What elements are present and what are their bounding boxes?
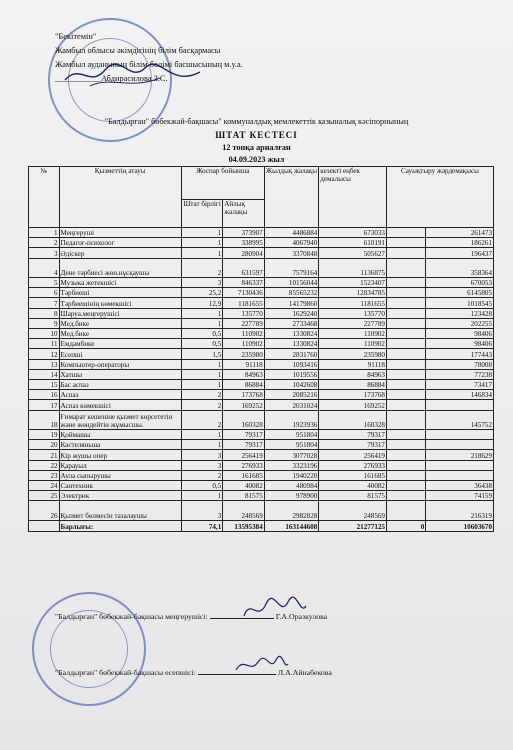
cell-monthly: 631597 xyxy=(223,258,264,278)
cell-name: Аспаз xyxy=(59,390,181,400)
cell-no: 22 xyxy=(29,460,60,470)
cell-name: Қарауыл xyxy=(59,460,181,470)
cell-annual: 10156044 xyxy=(264,278,319,288)
cell-no: 8 xyxy=(29,308,60,318)
cell-monthly: 338995 xyxy=(223,238,264,248)
cell-annual: 3370848 xyxy=(264,248,319,258)
footer-acc-name: Л.А.Айнабекова xyxy=(277,668,332,677)
table-row xyxy=(29,298,494,308)
totals-label: Барлығы: xyxy=(59,520,181,531)
cell-units: 0,5 xyxy=(181,329,222,339)
cell-bonus xyxy=(386,238,425,248)
cell-annual: 1093416 xyxy=(264,359,319,369)
cell-annual: 1940220 xyxy=(264,470,319,480)
cell-units: 0,5 xyxy=(181,480,222,490)
cell-total: 218629 xyxy=(426,450,494,460)
cell-bonus xyxy=(386,298,425,308)
cell-annual: 1330824 xyxy=(264,339,319,349)
cell-total: 74159 xyxy=(426,491,494,501)
cell-monthly: 79317 xyxy=(223,430,264,440)
table-row xyxy=(29,369,494,379)
cell-no: 11 xyxy=(29,339,60,349)
table-row xyxy=(29,308,494,318)
cell-leave: 79317 xyxy=(319,440,387,450)
table-row xyxy=(29,501,494,521)
cell-no: 6 xyxy=(29,288,60,298)
cell-leave: 169252 xyxy=(319,400,387,410)
cell-monthly: 79317 xyxy=(223,440,264,450)
cell-no: 12 xyxy=(29,349,60,359)
cell-annual: 1330824 xyxy=(264,329,319,339)
cell-name: Аспаз көмекшісі xyxy=(59,400,181,410)
cell-annual: 2733468 xyxy=(264,318,319,328)
table-row xyxy=(29,349,494,359)
cell-units: 12,9 xyxy=(181,298,222,308)
cell-annual: 1629240 xyxy=(264,308,319,318)
cell-leave: 1523407 xyxy=(319,278,387,288)
cell-annual: 2831760 xyxy=(264,349,319,359)
cell-name: Педагог-психолог xyxy=(59,238,181,248)
cell-bonus xyxy=(386,440,425,450)
cell-monthly: 110902 xyxy=(223,329,264,339)
cell-monthly: 7130436 xyxy=(223,288,264,298)
table-row xyxy=(29,460,494,470)
table-row xyxy=(29,238,494,248)
cell-no: 15 xyxy=(29,379,60,389)
cell-monthly: 161685 xyxy=(223,470,264,480)
cell-leave: 110902 xyxy=(319,329,387,339)
cell-bonus xyxy=(386,450,425,460)
document-title: ШТАТ КЕСТЕСІ xyxy=(215,130,298,140)
cell-name: Кір жушы опер xyxy=(59,450,181,460)
cell-units: 1 xyxy=(181,491,222,501)
cell-leave: 227789 xyxy=(319,318,387,328)
cell-monthly: 846337 xyxy=(223,278,264,288)
cell-total: 123428 xyxy=(426,308,494,318)
cell-units: 1 xyxy=(181,318,222,328)
cell-bonus xyxy=(386,491,425,501)
cell-no: 25 xyxy=(29,491,60,501)
cell-units: 1 xyxy=(181,369,222,379)
cell-name: Тәрбиеші xyxy=(59,288,181,298)
cell-monthly: 91118 xyxy=(223,359,264,369)
table-row xyxy=(29,390,494,400)
cell-annual: 951804 xyxy=(264,440,319,450)
cell-bonus xyxy=(386,470,425,480)
cell-monthly: 173768 xyxy=(223,390,264,400)
cell-name: Мед.бике xyxy=(59,329,181,339)
cell-units: 3 xyxy=(181,450,222,460)
cell-annual: 480984 xyxy=(264,480,319,490)
cell-name: Меңгеруші xyxy=(59,228,181,238)
col-header-annual: Жылдық жалақы xyxy=(264,167,319,228)
cell-units: 2 xyxy=(181,400,222,410)
table-row xyxy=(29,258,494,278)
cell-no: 13 xyxy=(29,359,60,369)
cell-total: 77238 xyxy=(426,369,494,379)
cell-monthly: 248569 xyxy=(223,501,264,521)
cell-total: 186261 xyxy=(426,238,494,248)
cell-annual: 2085216 xyxy=(264,390,319,400)
totals-leave: 21277125 xyxy=(319,520,387,531)
table-row xyxy=(29,359,494,369)
cell-name: Компьютер-операторы xyxy=(59,359,181,369)
staff-table xyxy=(28,166,494,532)
cell-bonus xyxy=(386,228,425,238)
cell-no: 23 xyxy=(29,470,60,480)
approval-line4: ___________Абдирасилова З.С. xyxy=(55,74,168,83)
footer-acc-label: "Балдырған" бөбекжай-бақшасы есепшісі: xyxy=(55,668,196,677)
cell-leave: 1181655 xyxy=(319,298,387,308)
cell-total: 145752 xyxy=(426,410,494,430)
footer-head-label: "Балдырған" бөбекжай-бақшасы меңгерушісі: xyxy=(55,612,208,621)
cell-units: 1 xyxy=(181,238,222,248)
col-header-bonus: Сауықтыру жәрдемақысы xyxy=(386,167,493,228)
signature-accountant xyxy=(232,652,292,678)
cell-monthly: 86884 xyxy=(223,379,264,389)
cell-no: 16 xyxy=(29,390,60,400)
cell-no: 2 xyxy=(29,238,60,248)
footer-head-name: Г.А.Оразкулова xyxy=(275,612,328,621)
cell-units: 1 xyxy=(181,248,222,258)
cell-no: 20 xyxy=(29,440,60,450)
cell-bonus xyxy=(386,278,425,288)
cell-units: 1 xyxy=(181,440,222,450)
cell-total xyxy=(426,460,494,470)
cell-total: 98406 xyxy=(426,329,494,339)
cell-annual: 2031024 xyxy=(264,400,319,410)
table-row xyxy=(29,318,494,328)
col-header-plan: Жоспар бойынша xyxy=(181,167,264,200)
cell-units: 1 xyxy=(181,359,222,369)
cell-leave: 160328 xyxy=(319,410,387,430)
approval-block xyxy=(55,30,243,86)
approval-line1: "Бекітемін" xyxy=(55,32,97,41)
table-row xyxy=(29,410,494,430)
cell-units: 2 xyxy=(181,410,222,430)
cell-annual: 1923936 xyxy=(264,410,319,430)
cell-units: 3 xyxy=(181,460,222,470)
table-row xyxy=(29,379,494,389)
cell-name: Музыка жетекшісі xyxy=(59,278,181,288)
cell-annual: 3323196 xyxy=(264,460,319,470)
cell-monthly: 81575 xyxy=(223,491,264,501)
cell-name: Дене тәрбиесі жөн.нұсқаушы xyxy=(59,258,181,278)
cell-no: 10 xyxy=(29,329,60,339)
cell-bonus xyxy=(386,480,425,490)
cell-monthly: 280904 xyxy=(223,248,264,258)
cell-total xyxy=(426,430,494,440)
cell-bonus xyxy=(386,329,425,339)
cell-units: 1 xyxy=(181,308,222,318)
cell-monthly: 235980 xyxy=(223,349,264,359)
table-row xyxy=(29,480,494,490)
cell-leave: 505627 xyxy=(319,248,387,258)
cell-name: Кастеляньша xyxy=(59,440,181,450)
organization-name: "Балдырған" бөбекжай-бақшасы" коммуналдық мемлекеттік казыналық кәсіпорнының xyxy=(104,117,409,126)
cell-monthly: 40082 xyxy=(223,480,264,490)
cell-total: 6145805 xyxy=(426,288,494,298)
cell-total: 146834 xyxy=(426,390,494,400)
cell-no: 3 xyxy=(29,248,60,258)
cell-name: Есепші xyxy=(59,349,181,359)
cell-monthly: 276933 xyxy=(223,460,264,470)
totals-total: 10603670 xyxy=(426,520,494,531)
cell-bonus xyxy=(386,359,425,369)
cell-leave: 1136875 xyxy=(319,258,387,278)
cell-bonus xyxy=(386,318,425,328)
cell-monthly: 169252 xyxy=(223,400,264,410)
signature-head xyxy=(240,596,310,624)
cell-bonus xyxy=(386,248,425,258)
cell-no: 9 xyxy=(29,318,60,328)
totals-row xyxy=(29,520,494,531)
cell-bonus xyxy=(386,390,425,400)
col-header-leave: кезекті еңбек демалысы xyxy=(319,167,387,228)
cell-leave: 248569 xyxy=(319,501,387,521)
cell-annual: 7579164 xyxy=(264,258,319,278)
cell-leave: 610191 xyxy=(319,238,387,248)
totals-annual: 163144608 xyxy=(264,520,319,531)
totals-monthly: 13595384 xyxy=(223,520,264,531)
cell-total: 670053 xyxy=(426,278,494,288)
cell-no: 5 xyxy=(29,278,60,288)
cell-units: 1,5 xyxy=(181,349,222,359)
cell-name: Мед.бике xyxy=(59,318,181,328)
cell-total: 98406 xyxy=(426,339,494,349)
cell-no: 17 xyxy=(29,400,60,410)
table-row xyxy=(29,400,494,410)
cell-name: Тәрбиешінің көмекшісі xyxy=(59,298,181,308)
col-header-name: Қызметтің атауы xyxy=(59,167,181,228)
cell-leave: 173768 xyxy=(319,390,387,400)
cell-monthly: 373907 xyxy=(223,228,264,238)
table-row xyxy=(29,288,494,298)
cell-no: 18 xyxy=(29,410,60,430)
cell-leave: 12834785 xyxy=(319,288,387,298)
cell-total: 177443 xyxy=(426,349,494,359)
totals-units: 74,1 xyxy=(181,520,222,531)
cell-total: 202255 xyxy=(426,318,494,328)
cell-no: 26 xyxy=(29,501,60,521)
cell-units: 2 xyxy=(181,470,222,480)
cell-monthly: 227789 xyxy=(223,318,264,328)
table-row xyxy=(29,278,494,288)
cell-total: 261473 xyxy=(426,228,494,238)
cell-units: 3 xyxy=(181,278,222,288)
cell-total: 36438 xyxy=(426,480,494,490)
cell-units: 3 xyxy=(181,501,222,521)
cell-monthly: 1181655 xyxy=(223,298,264,308)
table-row xyxy=(29,430,494,440)
cell-no: 1 xyxy=(29,228,60,238)
cell-leave: 84963 xyxy=(319,369,387,379)
cell-leave: 79317 xyxy=(319,430,387,440)
table-row xyxy=(29,440,494,450)
cell-no: 21 xyxy=(29,450,60,460)
cell-leave: 161685 xyxy=(319,470,387,480)
round-stamp-bottom xyxy=(32,592,146,706)
cell-bonus xyxy=(386,339,425,349)
cell-monthly: 256419 xyxy=(223,450,264,460)
cell-leave: 235980 xyxy=(319,349,387,359)
cell-total: 216319 xyxy=(426,501,494,521)
cell-name: Қоймашы xyxy=(59,430,181,440)
cell-bonus xyxy=(386,349,425,359)
table-row xyxy=(29,339,494,349)
cell-annual: 1019556 xyxy=(264,369,319,379)
cell-bonus xyxy=(386,400,425,410)
cell-annual: 4486884 xyxy=(264,228,319,238)
table-row xyxy=(29,491,494,501)
cell-total: 196437 xyxy=(426,248,494,258)
cell-name: Аула сыпырушы xyxy=(59,470,181,480)
cell-leave: 256419 xyxy=(319,450,387,460)
col-header-monthly: Айлық жалақы xyxy=(223,200,264,228)
cell-leave: 673033 xyxy=(319,228,387,238)
cell-no: 7 xyxy=(29,298,60,308)
cell-units: 2 xyxy=(181,258,222,278)
cell-monthly: 110902 xyxy=(223,339,264,349)
cell-units: 0,5 xyxy=(181,339,222,349)
cell-annual: 2982828 xyxy=(264,501,319,521)
cell-monthly: 84963 xyxy=(223,369,264,379)
cell-name: Шаруа.меңгерушісі xyxy=(59,308,181,318)
cell-no: 24 xyxy=(29,480,60,490)
cell-units: 1 xyxy=(181,379,222,389)
cell-total xyxy=(426,400,494,410)
cell-total xyxy=(426,470,494,480)
cell-bonus xyxy=(386,410,425,430)
col-header-units: Штат бірлігі xyxy=(181,200,222,228)
groups-subtitle: 12 топқа арналған xyxy=(222,143,291,152)
cell-name: Хатшы xyxy=(59,369,181,379)
cell-bonus xyxy=(386,379,425,389)
cell-units: 1 xyxy=(181,430,222,440)
cell-leave: 276933 xyxy=(319,460,387,470)
date-subtitle: 04.09.2023 жыл xyxy=(228,155,285,164)
cell-annual: 3077028 xyxy=(264,450,319,460)
cell-leave: 81575 xyxy=(319,491,387,501)
cell-annual: 978900 xyxy=(264,491,319,501)
cell-total: 1018545 xyxy=(426,298,494,308)
cell-monthly: 135770 xyxy=(223,308,264,318)
cell-name: Қызмет бөлмесін тазалаушы xyxy=(59,501,181,521)
cell-units: 25,2 xyxy=(181,288,222,298)
cell-total: 358364 xyxy=(426,258,494,278)
cell-name: Сантехник xyxy=(59,480,181,490)
cell-bonus xyxy=(386,430,425,440)
cell-total: 78008 xyxy=(426,359,494,369)
cell-bonus xyxy=(386,501,425,521)
cell-annual: 1042608 xyxy=(264,379,319,389)
table-row xyxy=(29,329,494,339)
table-row xyxy=(29,450,494,460)
cell-bonus xyxy=(386,258,425,278)
cell-name: Электрик xyxy=(59,491,181,501)
cell-total xyxy=(426,440,494,450)
cell-leave: 86884 xyxy=(319,379,387,389)
cell-annual: 951804 xyxy=(264,430,319,440)
table-row xyxy=(29,248,494,258)
cell-leave: 91118 xyxy=(319,359,387,369)
cell-bonus xyxy=(386,308,425,318)
cell-units: 2 xyxy=(181,390,222,400)
cell-name: Әдіскер xyxy=(59,248,181,258)
table-row xyxy=(29,228,494,238)
cell-units: 1 xyxy=(181,228,222,238)
totals-bonus: 0 xyxy=(386,520,425,531)
cell-total: 73417 xyxy=(426,379,494,389)
cell-name: Бас аспаз xyxy=(59,379,181,389)
cell-bonus xyxy=(386,369,425,379)
cell-annual: 4067940 xyxy=(264,238,319,248)
cell-leave: 135770 xyxy=(319,308,387,318)
approval-line2: Жамбыл облысы әкімдігінің білім басқармасы xyxy=(55,46,221,55)
cell-name: Емдамбике xyxy=(59,339,181,349)
cell-leave: 110902 xyxy=(319,339,387,349)
cell-name: Ғимарат кешеніне қызмет көрсететін және жөндейтін жұмысшы. xyxy=(59,410,181,430)
cell-bonus xyxy=(386,288,425,298)
cell-leave: 40082 xyxy=(319,480,387,490)
cell-no: 19 xyxy=(29,430,60,440)
cell-bonus xyxy=(386,460,425,470)
cell-annual: 14179860 xyxy=(264,298,319,308)
col-header-no: № xyxy=(29,167,60,228)
cell-no: 4 xyxy=(29,258,60,278)
cell-annual: 85565232 xyxy=(264,288,319,298)
cell-no: 14 xyxy=(29,369,60,379)
table-row xyxy=(29,470,494,480)
cell-monthly: 160328 xyxy=(223,410,264,430)
approval-line3: Жамбыл ауданының білім бөлімі басшысының м.у.а. xyxy=(55,60,243,69)
